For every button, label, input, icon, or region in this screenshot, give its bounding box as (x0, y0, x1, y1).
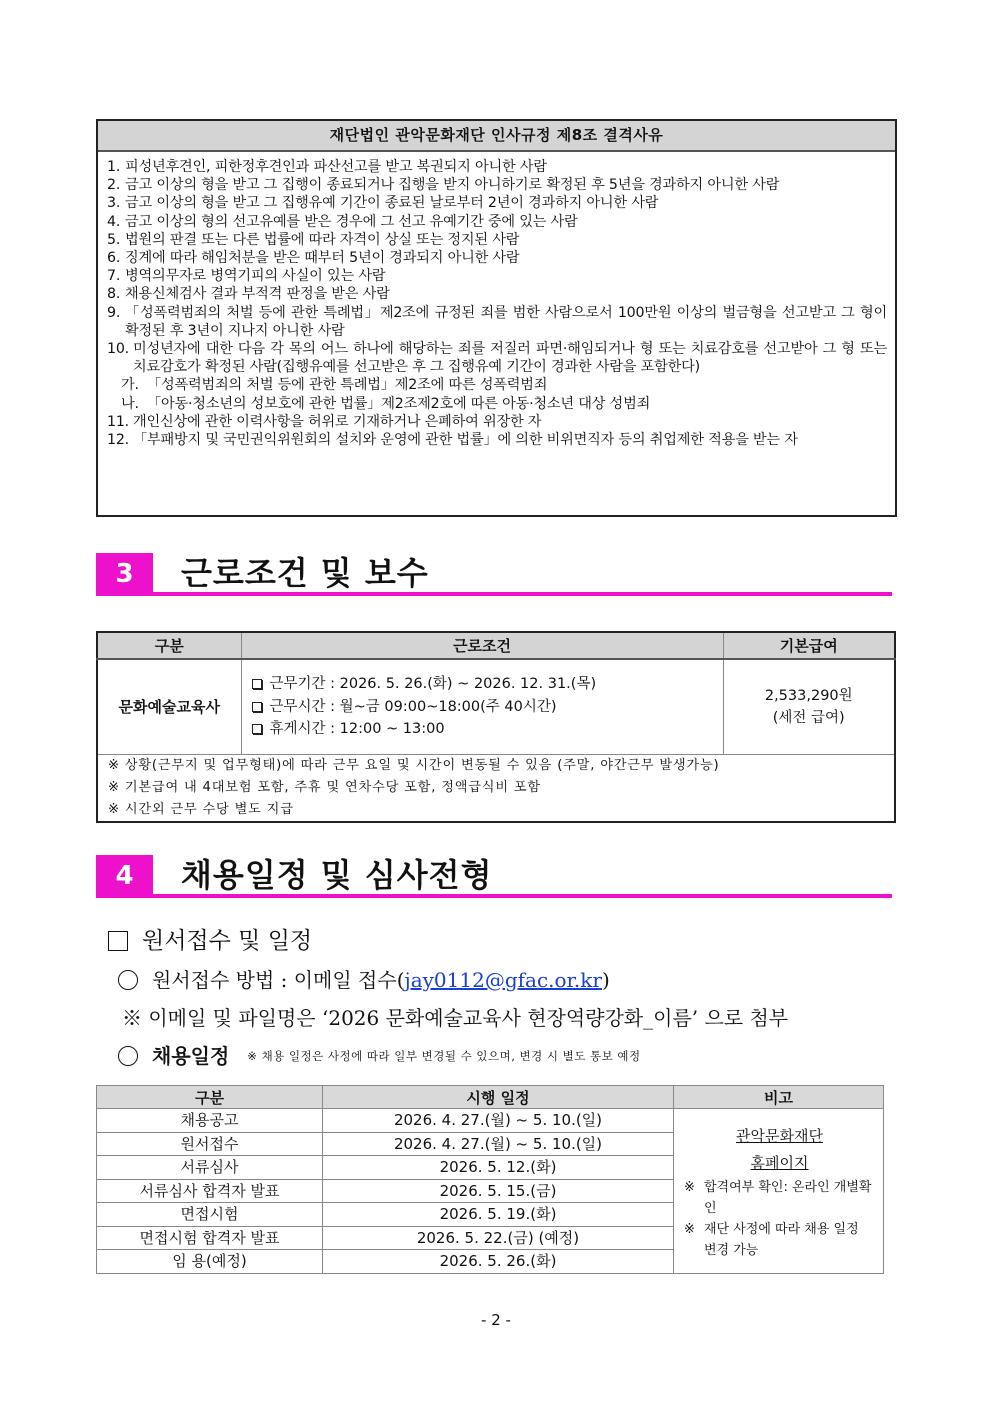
date-cell: 2026. 4. 27.(월) ~ 5. 10.(일) (323, 1109, 674, 1133)
application-method-line (118, 966, 610, 994)
condition-line (252, 696, 723, 719)
date-cell: 2026. 4. 27.(월) ~ 5. 10.(일) (323, 1132, 674, 1156)
item-text: 피성년후견인, 피한정후견인과 파산선고를 받고 복권되지 아니한 사람 (125, 159, 547, 175)
list-item (107, 158, 887, 176)
list-item (107, 340, 887, 376)
column-header: 구분 (97, 632, 241, 659)
item-text: 금고 이상의 형을 받고 그 집행이 종료되거나 집행을 받지 아니하기로 확정된 후 5년을 경과하지 아니한 사람 (125, 177, 780, 194)
item-text: 징계에 따라 해임처분을 받은 때부터 5년이 경과되지 아니한 사람 (125, 250, 520, 267)
note-line: ※ 상황(근무지 및 업무형태)에 따라 근무 요일 및 시간이 변동될 수 있음 (주말, 야간근무 발생가능) (108, 757, 720, 773)
checkbox-bullet-icon (252, 679, 262, 689)
list-item (107, 285, 887, 303)
item-number: 12. (107, 432, 129, 449)
remarks-cell (674, 1109, 884, 1274)
disqualification-title: 재단법인 관악문화재단 인사규정 제8조 결격사유 (98, 121, 895, 152)
remark-note (684, 1219, 875, 1261)
homepage-link[interactable] (684, 1123, 875, 1177)
section-4-heading (96, 855, 892, 898)
schedule-note: ※ 채용 일정은 사정에 따라 일부 변경될 수 있으며, 변경 시 별도 통보 예정 (247, 1049, 641, 1063)
item-text: 「아동·청소년의 성보호에 관한 법률」제2조제2호에 따른 아동·청소년 대상 성범죄 (147, 395, 651, 412)
item-number: 6. (107, 250, 121, 267)
page-number: - 2 - (481, 1311, 511, 1329)
checkbox-bullet-icon (252, 724, 262, 734)
remark-note (684, 1177, 875, 1219)
pay-note: (세전 급여) (772, 709, 845, 726)
list-item (107, 413, 887, 431)
note-line: ※ 시간외 근무 수당 별도 지급 (108, 801, 294, 817)
condition-text: 근무기간 : 2026. 5. 26.(화) ~ 2026. 12. 31.(목) (269, 676, 597, 692)
item-text: 미성년자에 대한 다음 각 목의 어느 하나에 해당하는 죄를 저질러 파면·해임되거나 형 또는 치료감호를 선고받아 그 형 또는 치료감호가 확정된 사람(집행유예를 선고받은 후 그 집행유예 기간이 경과한 사람을 포함한다) (133, 341, 887, 376)
item-number: 7. (107, 268, 121, 285)
column-header: 비고 (674, 1086, 884, 1109)
table-header-row (97, 632, 895, 659)
stage-cell: 원서접수 (97, 1132, 323, 1156)
item-text: 금고 이상의 형을 받고 그 집행유예 기간이 종료된 날로부터 2년이 경과하지 아니한 사람 (125, 195, 659, 212)
item-text: 병역의무자로 병역기피의 사실이 있는 사람 (125, 268, 386, 285)
column-header: 구분 (97, 1086, 323, 1109)
table-header-row (97, 1086, 884, 1109)
list-item (107, 431, 887, 449)
stage-cell: 채용공고 (97, 1109, 323, 1133)
column-header: 근로조건 (241, 632, 723, 659)
schedule-label: 채용일정 (152, 1044, 230, 1068)
table-row (97, 1109, 884, 1133)
table-notes-row (97, 754, 895, 822)
item-text: 채용신체검사 결과 부적격 판정을 받은 사람 (125, 286, 390, 303)
item-number: 10. (107, 341, 129, 358)
column-header: 기본급여 (723, 632, 895, 659)
filename-note-text: ※ 이메일 및 파일명은 ‘2026 문화예술교육사 현장역량강화_이름’ 으로 첨부 (122, 1006, 789, 1030)
date-cell: 2026. 5. 19.(화) (323, 1203, 674, 1227)
section-title: 채용일정 및 심사전형 (181, 856, 493, 894)
remark-note-text: 재단 사정에 따라 채용 일정 변경 가능 (704, 1222, 859, 1258)
item-number: 가. (121, 377, 139, 394)
reference-mark-icon: ※ (684, 1180, 695, 1195)
list-item (107, 194, 887, 212)
condition-text: 근무시간 : 월~금 09:00~18:00(주 40시간) (269, 698, 557, 715)
list-item (107, 231, 887, 249)
homepage-line-1: 관악문화재단 (736, 1127, 823, 1145)
section-number-badge: 3 (96, 553, 153, 596)
item-number: 5. (107, 231, 121, 248)
item-text: 법원의 판결 또는 다른 법률에 따라 자격이 상실 또는 정지된 사람 (125, 231, 520, 248)
stage-cell: 면접시험 합격자 발표 (97, 1226, 323, 1250)
item-number: 8. (107, 286, 121, 303)
subheading-application (108, 926, 312, 956)
pay-amount: 2,533,290원 (764, 687, 853, 704)
filename-note (122, 1004, 788, 1032)
section-title: 근로조건 및 보수 (181, 554, 429, 592)
disqualification-list (98, 152, 895, 449)
subheading-text: 원서접수 및 일정 (142, 928, 313, 954)
stage-cell: 서류심사 합격자 발표 (97, 1179, 323, 1203)
item-text: 금고 이상의 형의 선고유예를 받은 경우에 그 선고 유예기간 중에 있는 사람 (125, 213, 578, 230)
list-subitem (107, 395, 887, 413)
list-item (107, 304, 887, 340)
stage-cell: 면접시험 (97, 1203, 323, 1227)
date-cell: 2026. 5. 15.(금) (323, 1179, 674, 1203)
condition-line (252, 718, 723, 741)
date-cell: 2026. 5. 22.(금) (예정) (323, 1226, 674, 1250)
item-number: 나. (121, 395, 139, 412)
remark-note-text: 합격여부 확인: 온라인 개별확인 (704, 1180, 872, 1216)
condition-text: 휴게시간 : 12:00 ~ 13:00 (269, 721, 445, 737)
condition-line (252, 673, 723, 696)
item-text: 「부패방지 및 국민권익위원회의 설치와 운영에 관한 법률」에 의한 비위면직자 등의 취업제한 적용을 받는 자 (133, 432, 798, 449)
method-suffix: ) (601, 968, 610, 992)
item-number: 11. (107, 413, 129, 430)
stage-cell: 서류심사 (97, 1156, 323, 1180)
work-conditions-cell (241, 659, 723, 754)
date-cell: 2026. 5. 26.(화) (323, 1250, 674, 1274)
list-item (107, 176, 887, 194)
work-conditions-table (96, 631, 896, 823)
reference-mark-icon: ※ (684, 1222, 695, 1237)
schedule-table (96, 1085, 884, 1274)
section-3-heading (96, 553, 892, 596)
disqualification-box (96, 119, 897, 517)
list-item (107, 249, 887, 267)
email-link[interactable]: jay0112@gfac.or.kr (404, 968, 602, 992)
position-category: 문화예술교육사 (97, 659, 241, 754)
list-item (107, 267, 887, 285)
homepage-line-2: 홈페이지 (750, 1154, 809, 1172)
list-subitem (107, 376, 887, 394)
column-header: 시행 일정 (323, 1086, 674, 1109)
item-number: 2. (107, 177, 121, 194)
base-pay-cell (723, 659, 895, 754)
item-text: 개인신상에 관한 이력사항을 허위로 기재하거나 은폐하여 위장한 자 (133, 413, 542, 430)
table-row (97, 659, 895, 754)
list-item (107, 213, 887, 231)
stage-cell: 임 용(예정) (97, 1250, 323, 1274)
checkbox-bullet-icon (252, 702, 262, 712)
item-number: 3. (107, 195, 121, 212)
square-bullet-icon (108, 931, 128, 951)
date-cell: 2026. 5. 12.(화) (323, 1156, 674, 1180)
section-number-badge: 4 (96, 855, 153, 898)
item-number: 4. (107, 213, 121, 230)
circle-bullet-icon (118, 1046, 138, 1066)
notes-cell (97, 754, 895, 822)
item-text: 「성폭력범죄의 처벌 등에 관한 특례법」제2조에 따른 성폭력범죄 (147, 377, 548, 394)
item-text: 「성폭력범죄의 처벌 등에 관한 특례법」제2조에 규정된 죄를 범한 사람으로서 100만원 이상의 벌금형을 선고받고 그 형이 확정된 후 3년이 지나지 아니한 사람 (125, 304, 887, 339)
item-number: 1. (107, 159, 121, 175)
note-line: ※ 기본급여 내 4대보험 포함, 주휴 및 연차수당 포함, 정액급식비 포함 (108, 779, 541, 795)
method-label: 원서접수 방법 : 이메일 접수( (152, 968, 405, 992)
circle-bullet-icon (118, 970, 138, 990)
schedule-line (118, 1042, 641, 1070)
item-number: 9. (107, 304, 121, 321)
